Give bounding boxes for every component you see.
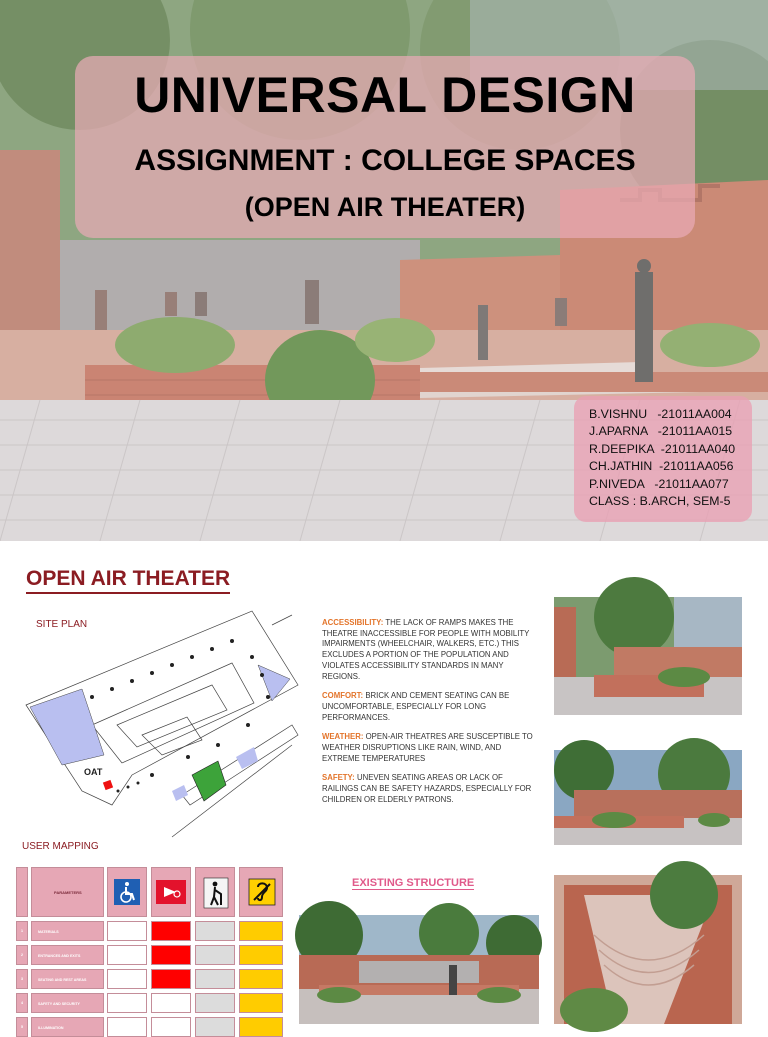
class-info: CLASS : B.ARCH, SEM-5 (589, 494, 731, 509)
matrix-header-visual (151, 867, 191, 917)
matrix-row-number (16, 921, 28, 941)
matrix-rating-cell (151, 945, 191, 965)
matrix-row-number (16, 969, 28, 989)
matrix-rating-cell (107, 921, 147, 941)
matrix-rating-cell (107, 1017, 147, 1037)
student-row: R.DEEPIKA -21011AA040 (589, 441, 736, 456)
matrix-row-parameter-text: ENTRANCES AND EXITS (38, 954, 81, 958)
theater-subtitle: (OPEN AIR THEATER) (244, 192, 526, 222)
analysis-sheet (0, 541, 768, 1030)
user-mapping-label: USER MAPPING (22, 841, 99, 852)
matrix-rating-cell (239, 993, 283, 1013)
matrix-header-hearing (239, 867, 283, 917)
matrix-row-parameter (31, 921, 104, 941)
section-title: OPEN AIR THEATER (26, 567, 230, 594)
site-plan-label: SITE PLAN (36, 619, 88, 630)
matrix-rating-cell (107, 945, 147, 965)
wheelchair-icon (114, 879, 140, 905)
existing-structure-photo (299, 915, 539, 1024)
site-plan-drawing (22, 605, 302, 837)
render-photo-1 (554, 597, 742, 715)
matrix-row-parameter (31, 993, 104, 1013)
matrix-corner-cell (16, 867, 28, 917)
matrix-rating-cell (151, 969, 191, 989)
matrix-header-elderly (195, 867, 235, 917)
matrix-rating-cell (239, 945, 283, 965)
matrix-rating-cell (195, 1017, 235, 1037)
oat-label: OAT (84, 767, 103, 777)
note-weather: WEATHER: OPEN-AIR THEATRES ARE SUSCEPTIBLE TO WEATHER DISRUPTIONS LIKE RAIN, WIND, AND EXTREME TEMPERATURES (322, 732, 533, 763)
matrix-row-number-text: 2 (21, 953, 23, 957)
matrix-rating-cell (107, 969, 147, 989)
note-comfort: COMFORT: BRICK AND CEMENT SEATING CAN BE UNCOMFORTABLE, ESPECIALLY FOR LONG PERFORMANCES. (322, 691, 510, 722)
matrix-rating-cell (239, 969, 283, 989)
note-safety: SAFETY: UNEVEN SEATING AREAS OR LACK OF RAILINGS CAN BE SAFETY HAZARDS, ESPECIALLY FOR CHILDREN OR ELDERLY PATRONS. (322, 773, 532, 804)
matrix-row-number-text: 1 (21, 929, 23, 933)
assignment-subtitle: ASSIGNMENT : COLLEGE SPACES (134, 144, 636, 177)
student-row: J.APARNA -21011AA015 (589, 424, 733, 439)
page-title: UNIVERSAL DESIGN (134, 67, 636, 123)
elderly-walker-icon (204, 878, 228, 908)
hearing-impairment-icon (249, 879, 275, 905)
student-row: B.VISHNU -21011AA004 (589, 407, 732, 421)
matrix-header-wheelchair (107, 867, 147, 917)
matrix-rating-cell (195, 969, 235, 989)
matrix-row-parameter (31, 969, 104, 989)
matrix-row-parameter (31, 1017, 104, 1037)
note-accessibility: ACCESSIBILITY: THE LACK OF RAMPS MAKES THE THEATRE INACCESSIBLE FOR PEOPLE WITH MOBILITY IMPAIRMENTS (WHEELCHAIR, WALKERS, ETC.) THIS EXCLUDES A PORTION OF THE POPULATION AND VIOLATES ACCESSIBILITY STANDARDS IN MANY REGIONS. (322, 618, 530, 681)
matrix-rating-cell (151, 1017, 191, 1037)
matrix-rating-cell (195, 921, 235, 941)
matrix-row-parameter-text: SAFETY AND SECURITY (38, 1002, 80, 1006)
student-list (574, 396, 752, 522)
matrix-row-number (16, 945, 28, 965)
render-photo-2 (554, 750, 742, 845)
matrix-row-parameter-text: ILLUMINATION (38, 1026, 64, 1030)
existing-structure-label: EXISTING STRUCTURE (352, 877, 475, 889)
matrix-rating-cell (151, 921, 191, 941)
student-row: CH.JATHIN -21011AA056 (589, 459, 734, 474)
matrix-row-number (16, 993, 28, 1013)
matrix-param-header: PARAMETERS (31, 867, 104, 917)
matrix-rating-cell (195, 993, 235, 1013)
matrix-rating-cell (239, 1017, 283, 1037)
matrix-row-number-text: 4 (21, 1001, 23, 1005)
matrix-rating-cell (239, 921, 283, 941)
issues-notes (322, 618, 534, 815)
matrix-rating-cell (151, 993, 191, 1013)
matrix-rating-cell (195, 945, 235, 965)
visual-impairment-icon (156, 880, 186, 904)
student-row: P.NIVEDA -21011AA077 (589, 476, 729, 491)
aerial-render-photo (554, 875, 742, 1024)
matrix-row-parameter-text: SEATING AND REST AREAS (38, 978, 87, 982)
matrix-row-parameter-text: MATERIALS (38, 930, 59, 934)
title-banner (75, 56, 695, 238)
matrix-row-number-text: 5 (21, 1025, 23, 1029)
matrix-row-number (16, 1017, 28, 1037)
matrix-rating-cell (107, 993, 147, 1013)
matrix-row-number-text: 3 (21, 977, 23, 981)
matrix-row-parameter (31, 945, 104, 965)
